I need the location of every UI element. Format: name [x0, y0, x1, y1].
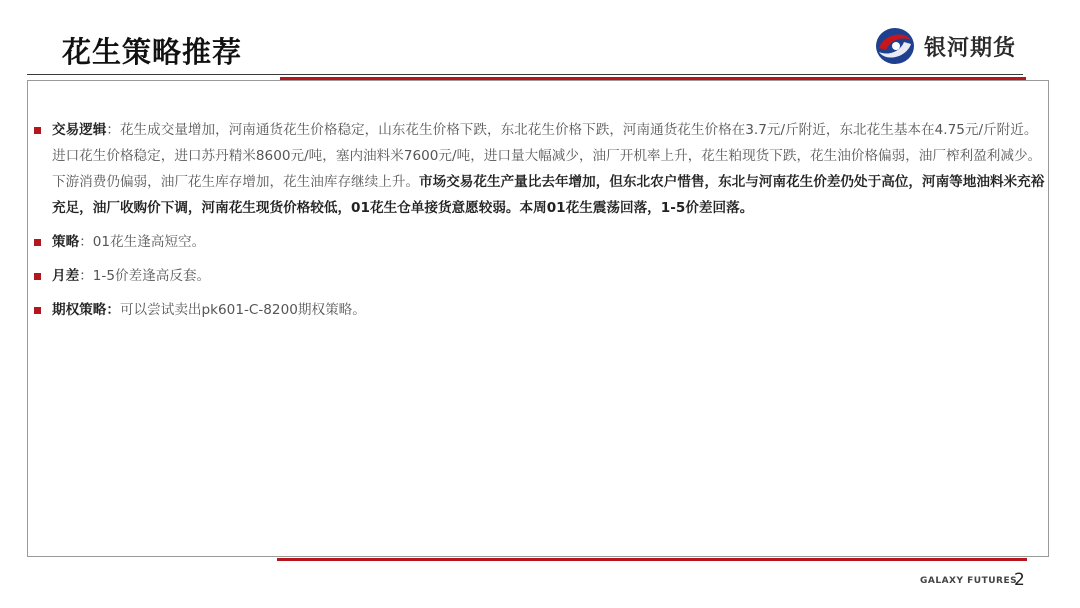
- bullet-option-strategy: [34, 297, 1046, 323]
- bullet-label: 策略: [52, 234, 80, 250]
- footer-accent-bar: [277, 558, 1027, 561]
- footer-brand: GALAXY FUTURES: [920, 576, 1018, 586]
- bullet-text: 1-5价差逢高反套。: [92, 268, 211, 284]
- bullet-separator: ：: [106, 122, 120, 138]
- bullet-spread: [34, 263, 1046, 289]
- bullet-label: 月差: [52, 268, 80, 284]
- galaxy-logo-icon: [874, 26, 916, 66]
- bullet-text: 01花生逢高短空。: [92, 234, 206, 250]
- bullet-text: 可以尝试卖出pk601-C-8200期权策略。: [119, 302, 366, 318]
- bullet-strategy: [34, 229, 1046, 255]
- company-logo: [874, 26, 1016, 66]
- bullet-marker-icon: [34, 239, 41, 246]
- page-title: 花生策略推荐: [62, 35, 243, 69]
- bullet-emphasis: 市场交易花生产量比去年增加，但东北农户惜售，东北与河南花生价差仍处于高位，河南等地油料米充裕充足，油厂收购价下调，河南花生现货价格较低，01花生仓单接货意愿较弱。本周01花生震荡回落，1-5价差回落。: [52, 174, 1045, 216]
- bullet-marker-icon: [34, 307, 41, 314]
- bullet-separator: ：: [79, 268, 93, 284]
- bullet-marker-icon: [34, 127, 41, 134]
- bullet-marker-icon: [34, 273, 41, 280]
- bullet-trading-logic: [34, 117, 1046, 221]
- bullet-separator: ：: [79, 234, 93, 250]
- logo-text: 银河期货: [924, 35, 1017, 61]
- bullet-label: 交易逻辑: [52, 122, 107, 138]
- header-divider: [27, 74, 1023, 75]
- page-number: 2: [1014, 570, 1025, 590]
- bullet-list: [34, 117, 1046, 331]
- bullet-text: 花生成交量增加，河南通货花生价格稳定，山东花生价格下跌，东北花生价格下跌，河南通货花生价格在3.7元/斤附近，东北花生基本在4.75元/斤附近。进口花生价格稳定，进口苏丹精米8600元/吨，塞内油料米7600元/吨，进口量大幅减少，油厂开机率上升，花生粕现货下跌，花生油价格偏弱，油厂榨利盈利减少。下游消费仍偏弱，油厂花生库存增加，花生油库存继续上升。: [52, 122, 1042, 190]
- bullet-label: 期权策略：: [52, 302, 120, 318]
